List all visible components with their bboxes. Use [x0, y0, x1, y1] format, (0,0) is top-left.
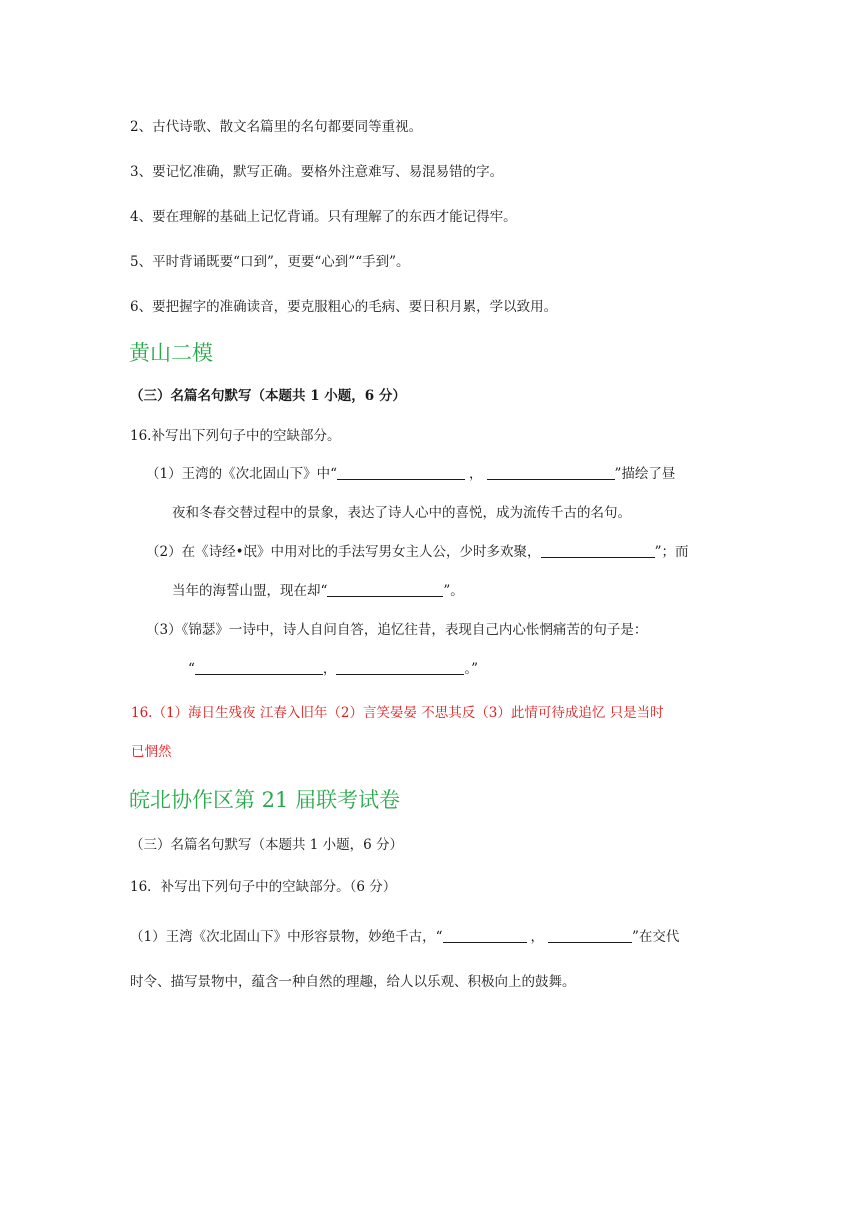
text-segment: （1）王湾《次北固山下》中形容景物，妙绝千古，“	[130, 929, 443, 945]
question-16-part-3: （3）《锦瑟》一诗中，诗人自问自答，追忆往昔，表现自己内心怅惘痛苦的句子是：	[146, 622, 648, 638]
text-segment: ”。	[443, 583, 464, 599]
answer-blank	[195, 660, 323, 675]
answer-key-line-2: 已惘然	[131, 744, 172, 760]
intro-item-5: 5、平时背诵既要“口到”，更要“心到”“手到”。	[130, 254, 410, 270]
question-16-part-1	[146, 464, 675, 484]
answer-blank	[548, 928, 632, 943]
question-16-part-3-cont	[188, 659, 478, 679]
question-16-part-1-cont: 夜和冬春交替过程中的景象，表达了诗人心中的喜悦，成为流传千古的名句。	[172, 505, 631, 521]
section-heading-wanbei: 皖北协作区第 21 届联考试卷	[129, 788, 401, 812]
text-segment: ”在交代	[632, 929, 680, 945]
text-segment: ，	[530, 929, 544, 945]
text-segment: （2）在《诗经•氓》中用对比的手法写男女主人公，少时多欢聚，	[146, 544, 541, 560]
text-segment: “	[188, 661, 195, 677]
section-subtitle: （三）名篇名句默写（本题共 1 小题，6 分）	[130, 837, 404, 853]
section-subtitle: （三）名篇名句默写（本题共 1 小题，6 分）	[130, 388, 406, 404]
question-16-part-1	[130, 927, 679, 947]
answer-blank	[443, 928, 527, 943]
question-16-stem: 16．补写出下列句子中的空缺部分。（6 分）	[130, 879, 397, 895]
answer-blank	[336, 660, 464, 675]
text-segment: ”描绘了昼	[614, 466, 676, 482]
answer-blank	[337, 465, 465, 480]
section-heading-huangshan: 黄山二模	[129, 341, 213, 365]
intro-item-3: 3、要记忆准确，默写正确。要格外注意难写、易混易错的字。	[130, 164, 504, 180]
text-segment: ，	[469, 466, 483, 482]
answer-key-line-1: 16.（1）海日生残夜 江春入旧年（2）言笑晏晏 不思其反（3）此情可待成追忆 只是当时	[131, 705, 664, 721]
text-segment: ，	[322, 661, 337, 677]
text-segment: （1）王湾的《次北固山下》中“	[146, 466, 337, 482]
intro-item-4: 4、要在理解的基础上记忆背诵。只有理解了的东西才能记得牢。	[130, 209, 517, 225]
answer-blank	[541, 543, 655, 558]
question-16-part-2-cont	[172, 581, 464, 601]
question-16-stem: 16.补写出下列句子中的空缺部分。	[130, 428, 341, 444]
answer-blank	[327, 582, 443, 597]
text-segment: ”；而	[654, 544, 689, 560]
question-16-part-2	[146, 542, 688, 562]
text-segment: 。”	[464, 661, 479, 677]
answer-blank	[487, 465, 615, 480]
intro-item-2: 2、古代诗歌、散文名篇里的名句都要同等重视。	[130, 119, 423, 135]
text-segment: 当年的海誓山盟，现在却“	[172, 583, 328, 599]
question-16-part-1-cont: 时令、描写景物中，蕴含一种自然的理趣，给人以乐观、积极向上的鼓舞。	[130, 974, 576, 990]
intro-item-6: 6、要把握字的准确读音，要克服粗心的毛病、要日积月累，学以致用。	[130, 299, 558, 315]
